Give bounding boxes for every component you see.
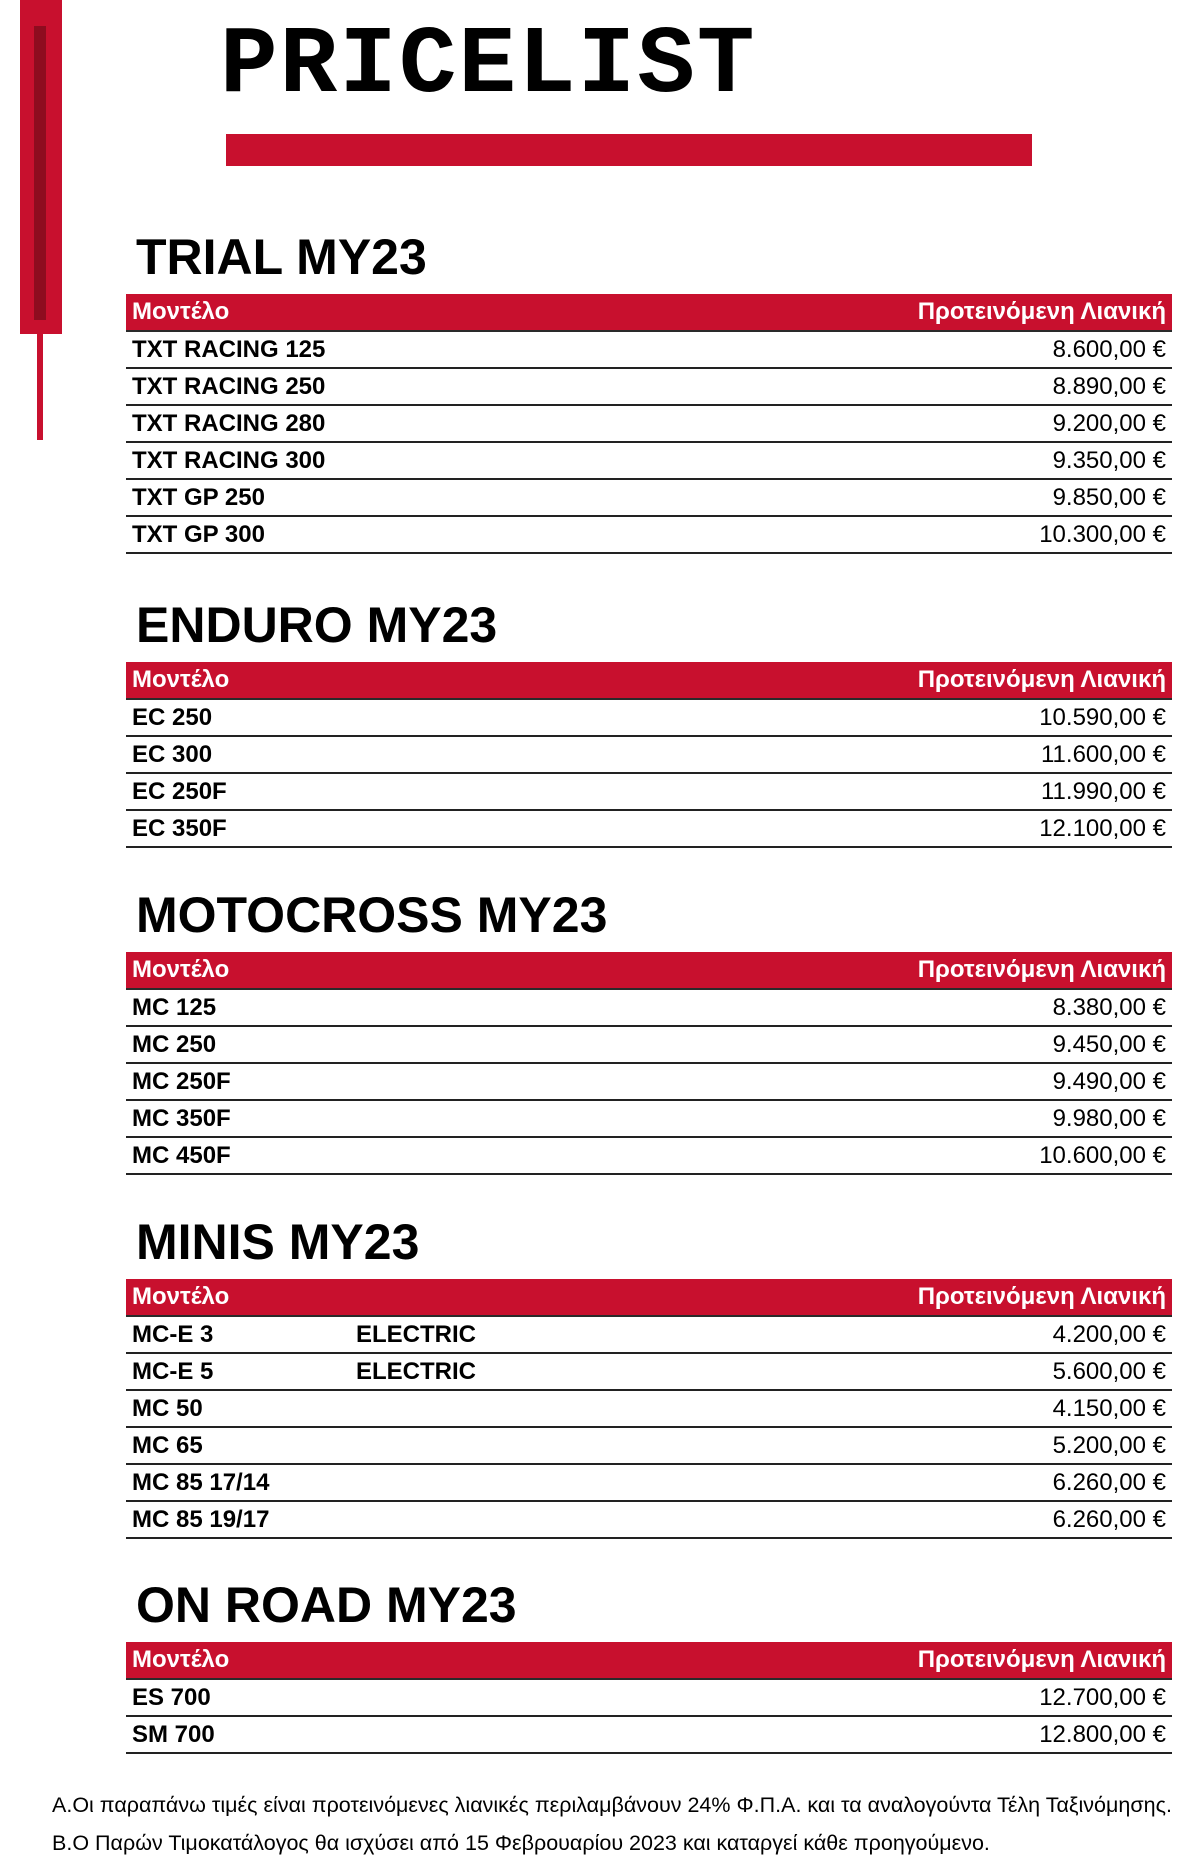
model-name: TXT RACING 280 bbox=[132, 409, 326, 437]
table-row bbox=[126, 1465, 1172, 1502]
section-enduro bbox=[126, 597, 1172, 848]
price: 10.600,00 € bbox=[1039, 1141, 1166, 1169]
section-on-road bbox=[126, 1577, 1172, 1754]
table-header bbox=[126, 662, 1172, 700]
table-row bbox=[126, 1680, 1172, 1717]
price: 8.380,00 € bbox=[1052, 993, 1166, 1021]
page-title: PRICELIST bbox=[220, 11, 757, 120]
column-header-price: Προτεινόμενη Λιανική bbox=[917, 1646, 1166, 1673]
section-trial bbox=[126, 229, 1172, 554]
column-header-price: Προτεινόμενη Λιανική bbox=[917, 1283, 1166, 1310]
price: 6.260,00 € bbox=[1052, 1468, 1166, 1496]
decorative-stripe bbox=[34, 26, 46, 320]
price: 9.200,00 € bbox=[1052, 409, 1166, 437]
table-row bbox=[126, 1064, 1172, 1101]
column-header-model: Μοντέλο bbox=[132, 298, 230, 325]
section-motocross bbox=[126, 887, 1172, 1175]
model-name: EC 300 bbox=[132, 740, 213, 768]
model-name: SM 700 bbox=[132, 1720, 215, 1748]
price: 9.850,00 € bbox=[1052, 483, 1166, 511]
model-name: EC 350F bbox=[132, 814, 227, 842]
model-name: ES 700 bbox=[132, 1683, 211, 1711]
price: 6.260,00 € bbox=[1052, 1505, 1166, 1533]
model-name: MC-E 5 bbox=[132, 1357, 214, 1385]
model-name: EC 250 bbox=[132, 703, 213, 731]
price: 10.300,00 € bbox=[1039, 520, 1166, 548]
section-title: MINIS MY23 bbox=[136, 1214, 420, 1270]
table-row bbox=[126, 517, 1172, 554]
model-name: TXT GP 300 bbox=[132, 520, 265, 548]
model-name: MC 450F bbox=[132, 1141, 231, 1169]
model-type: ELECTRIC bbox=[356, 1357, 476, 1385]
column-header-model: Μοντέλο bbox=[132, 956, 230, 983]
table-header bbox=[126, 1642, 1172, 1680]
model-name: MC 65 bbox=[132, 1431, 203, 1459]
model-name: TXT GP 250 bbox=[132, 483, 265, 511]
table-row bbox=[126, 990, 1172, 1027]
table-row bbox=[126, 1354, 1172, 1391]
section-minis bbox=[126, 1214, 1172, 1539]
table-row bbox=[126, 443, 1172, 480]
model-name: TXT RACING 300 bbox=[132, 446, 326, 474]
model-name: MC 50 bbox=[132, 1394, 203, 1422]
price: 9.450,00 € bbox=[1052, 1030, 1166, 1058]
model-name: MC 85 17/14 bbox=[132, 1468, 270, 1496]
model-name: MC 125 bbox=[132, 993, 217, 1021]
table-row bbox=[126, 1101, 1172, 1138]
price: 4.200,00 € bbox=[1052, 1320, 1166, 1348]
price: 9.980,00 € bbox=[1052, 1104, 1166, 1132]
column-header-model: Μοντέλο bbox=[132, 666, 230, 693]
price: 9.350,00 € bbox=[1052, 446, 1166, 474]
model-name: MC 250F bbox=[132, 1067, 231, 1095]
table-row bbox=[126, 332, 1172, 369]
price: 8.600,00 € bbox=[1052, 335, 1166, 363]
footnote-b: Β.Ο Παρών Τιμοκατάλογος θα ισχύσει από 15 Φεβρουαρίου 2023 και καταργεί κάθε προηγούμενο. bbox=[52, 1831, 990, 1855]
price: 10.590,00 € bbox=[1039, 703, 1166, 731]
model-name: EC 250F bbox=[132, 777, 227, 805]
table-row bbox=[126, 1317, 1172, 1354]
section-title: TRIAL MY23 bbox=[136, 229, 427, 285]
price: 12.700,00 € bbox=[1039, 1683, 1166, 1711]
section-title: ENDURO MY23 bbox=[136, 597, 498, 653]
table-row bbox=[126, 1027, 1172, 1064]
table-header bbox=[126, 952, 1172, 990]
price: 11.600,00 € bbox=[1040, 740, 1166, 768]
model-name: MC-E 3 bbox=[132, 1320, 214, 1348]
price: 5.200,00 € bbox=[1052, 1431, 1166, 1459]
price: 5.600,00 € bbox=[1052, 1357, 1166, 1385]
table-header bbox=[126, 294, 1172, 332]
price: 12.100,00 € bbox=[1039, 814, 1166, 842]
price: 9.490,00 € bbox=[1052, 1067, 1166, 1095]
table-row bbox=[126, 774, 1172, 811]
price: 4.150,00 € bbox=[1052, 1394, 1166, 1422]
column-header-price: Προτεινόμενη Λιανική bbox=[917, 666, 1166, 693]
table-header bbox=[126, 1279, 1172, 1317]
model-type: ELECTRIC bbox=[356, 1320, 476, 1348]
section-title: ON ROAD MY23 bbox=[136, 1577, 517, 1633]
table-row bbox=[126, 406, 1172, 443]
column-header-price: Προτεινόμενη Λιανική bbox=[917, 298, 1166, 325]
price: 8.890,00 € bbox=[1052, 372, 1166, 400]
footnote-a: Α.Οι παραπάνω τιμές είναι προτεινόμενες λιανικές περιλαμβάνουν 24% Φ.Π.Α. και τα αναλογούντα Τέλη Ταξινόμησης. bbox=[52, 1793, 1172, 1817]
table-row bbox=[126, 700, 1172, 737]
column-header-model: Μοντέλο bbox=[132, 1646, 230, 1673]
price: 12.800,00 € bbox=[1039, 1720, 1166, 1748]
table-row bbox=[126, 1502, 1172, 1539]
model-name: MC 85 19/17 bbox=[132, 1505, 270, 1533]
column-header-model: Μοντέλο bbox=[132, 1283, 230, 1310]
column-header-price: Προτεινόμενη Λιανική bbox=[917, 956, 1166, 983]
model-name: MC 350F bbox=[132, 1104, 231, 1132]
table-row bbox=[126, 1717, 1172, 1754]
footnotes bbox=[52, 1786, 1192, 1862]
title-underline-bar bbox=[226, 134, 1032, 166]
table-row bbox=[126, 369, 1172, 406]
table-row bbox=[126, 811, 1172, 848]
table-row bbox=[126, 737, 1172, 774]
table-row bbox=[126, 480, 1172, 517]
model-name: MC 250 bbox=[132, 1030, 217, 1058]
table-row bbox=[126, 1138, 1172, 1175]
model-name: TXT RACING 125 bbox=[132, 335, 326, 363]
section-title: MOTOCROSS MY23 bbox=[136, 887, 608, 943]
price: 11.990,00 € bbox=[1040, 777, 1166, 805]
table-row bbox=[126, 1391, 1172, 1428]
model-name: TXT RACING 250 bbox=[132, 372, 326, 400]
table-row bbox=[126, 1428, 1172, 1465]
